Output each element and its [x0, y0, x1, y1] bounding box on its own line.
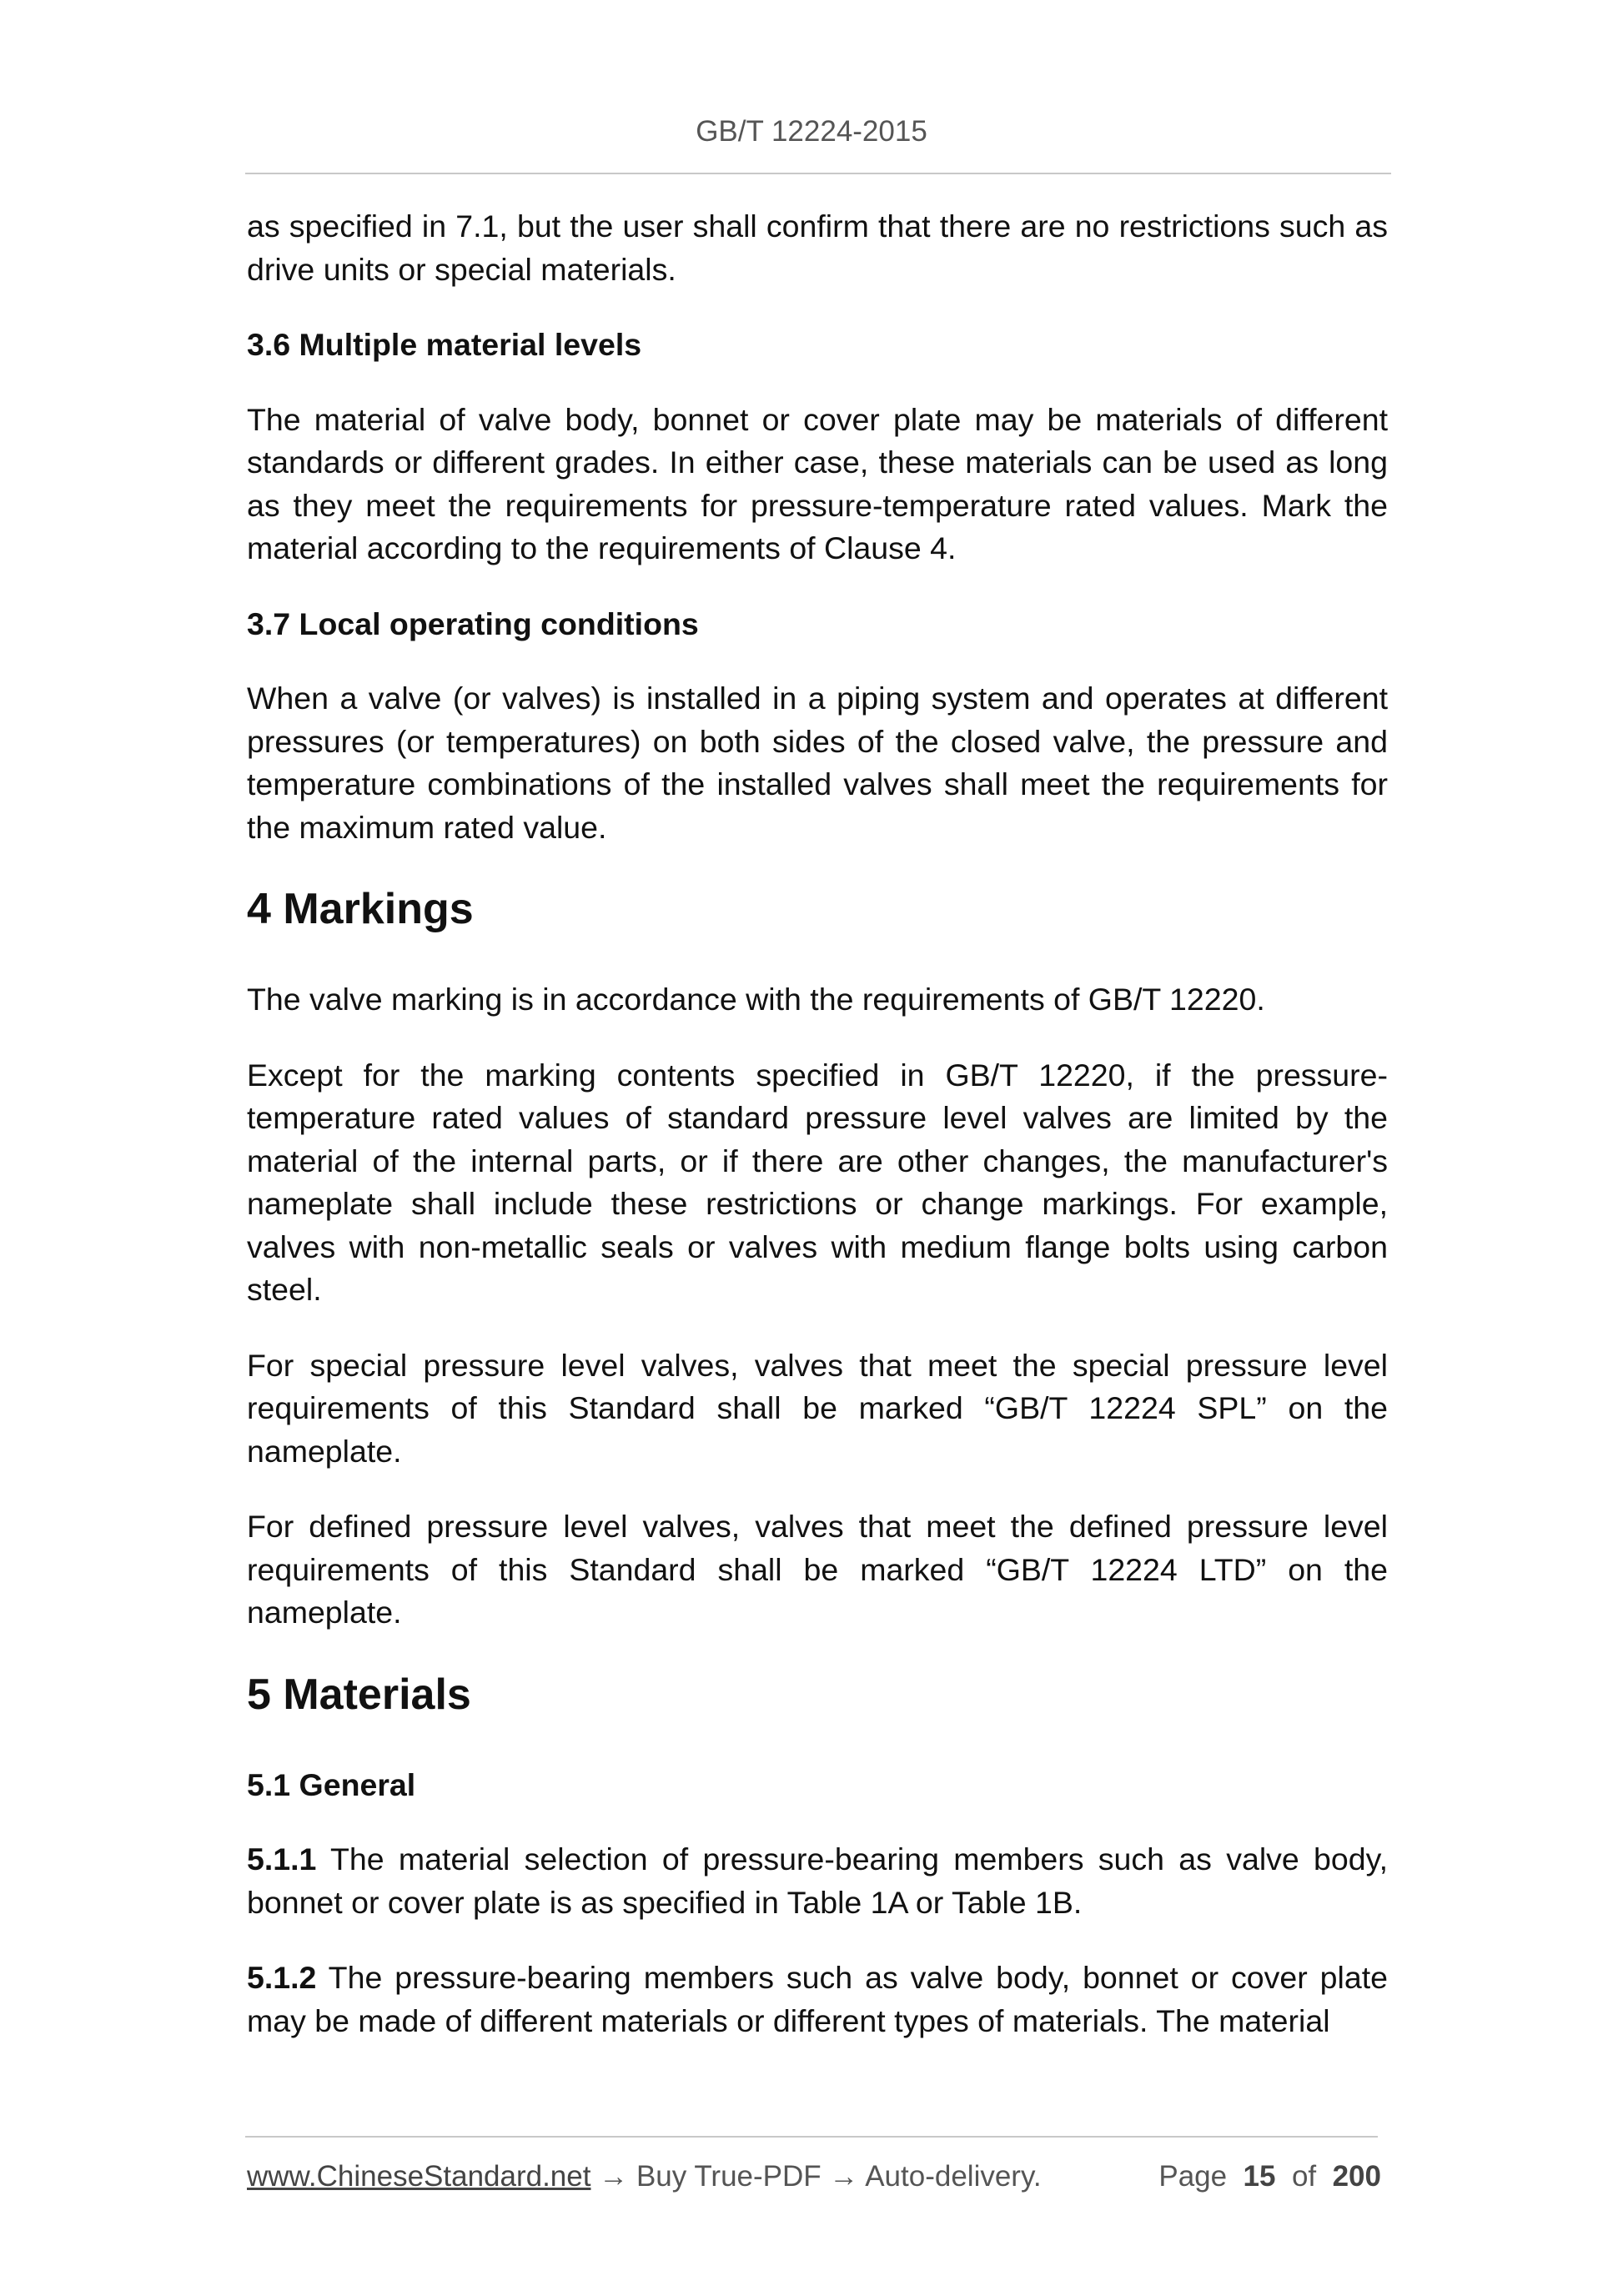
document-id: GB/T 12224-2015	[696, 115, 927, 148]
of-label: of	[1291, 2160, 1317, 2193]
clause-5-1-2	[247, 1957, 1388, 2042]
arrow-icon: →	[599, 2160, 629, 2193]
delivery-text: Auto-delivery.	[865, 2160, 1042, 2193]
paragraph-defined-pressure-level: For defined pressure level valves, valves that meet the defined pressure level requirements of this Standard shall be marked “GB/T 12224 LTD” on the nameplate.	[247, 1509, 1388, 1630]
clause-5-1-1	[247, 1838, 1388, 1924]
paragraph-marking-contents: Except for the marking contents specified in GB/T 12220, if the pressure-temperature rated values of standard pressure level valves are limited by the material of the internal parts, or if there are other changes, the manufacturer's nameplate shall include these restrictions or change markings. For example, valves with non-metallic seals or valves with medium flange bolts using carbon steel.	[247, 1057, 1388, 1307]
buy-text: Buy True-PDF	[636, 2160, 822, 2193]
page-footer	[247, 2160, 1381, 2193]
page-header	[0, 115, 1623, 148]
arrow-icon: →	[829, 2160, 859, 2193]
section-heading-3-7: 3.7 Local operating conditions	[247, 605, 699, 641]
chapter-heading-markings: 4 Markings	[247, 885, 474, 933]
page-indicator	[1158, 2160, 1381, 2193]
paragraph-multiple-material-levels: The material of valve body, bonnet or cover plate may be materials of different standards or different grades. In either case, these materials can be used as long as they meet the requirements for pressure-temperature rated values. Mark the material according to the requirements of Clause 4.	[247, 401, 1388, 565]
clause-number: 5.1.2	[247, 1960, 317, 1995]
paragraph-continued: as specified in 7.1, but the user shall confirm that there are no restrictions such as drive units or special materials.	[247, 208, 1388, 287]
footer-divider	[245, 2136, 1378, 2138]
paragraph-marking-reference: The valve marking is in accordance with the requirements of GB/T 12220.	[247, 982, 1265, 1017]
page-current: 15	[1243, 2160, 1276, 2193]
chapter-heading-materials: 5 Materials	[247, 1670, 471, 1719]
clause-number: 5.1.1	[247, 1841, 317, 1876]
document-body	[247, 205, 1388, 2042]
header-divider	[245, 173, 1391, 174]
clause-text: The pressure-bearing members such as valve body, bonnet or cover plate may be made of different materials or different types of materials. The material	[247, 1960, 1388, 2038]
section-heading-5-1: 5.1 General	[247, 1766, 416, 1802]
clause-text: The material selection of pressure-bearing members such as valve body, bonnet or cover plate is as specified in Table 1A or Table 1B.	[247, 1841, 1388, 1920]
page-label: Page	[1158, 2160, 1228, 2193]
paragraph-local-operating-conditions: When a valve (or valves) is installed in a piping system and operates at different pressures (or temperatures) on both sides of the closed valve, the pressure and temperature combinations of the installed valves shall meet the requirements for the maximum rated value.	[247, 681, 1388, 845]
page-total: 200	[1332, 2160, 1381, 2193]
paragraph-special-pressure-level: For special pressure level valves, valves that meet the special pressure level requirements of this Standard shall be marked “GB/T 12224 SPL” on the nameplate.	[247, 1347, 1388, 1469]
site-link[interactable]: www.ChineseStandard.net	[247, 2160, 591, 2193]
section-heading-3-6: 3.6 Multiple material levels	[247, 327, 642, 362]
